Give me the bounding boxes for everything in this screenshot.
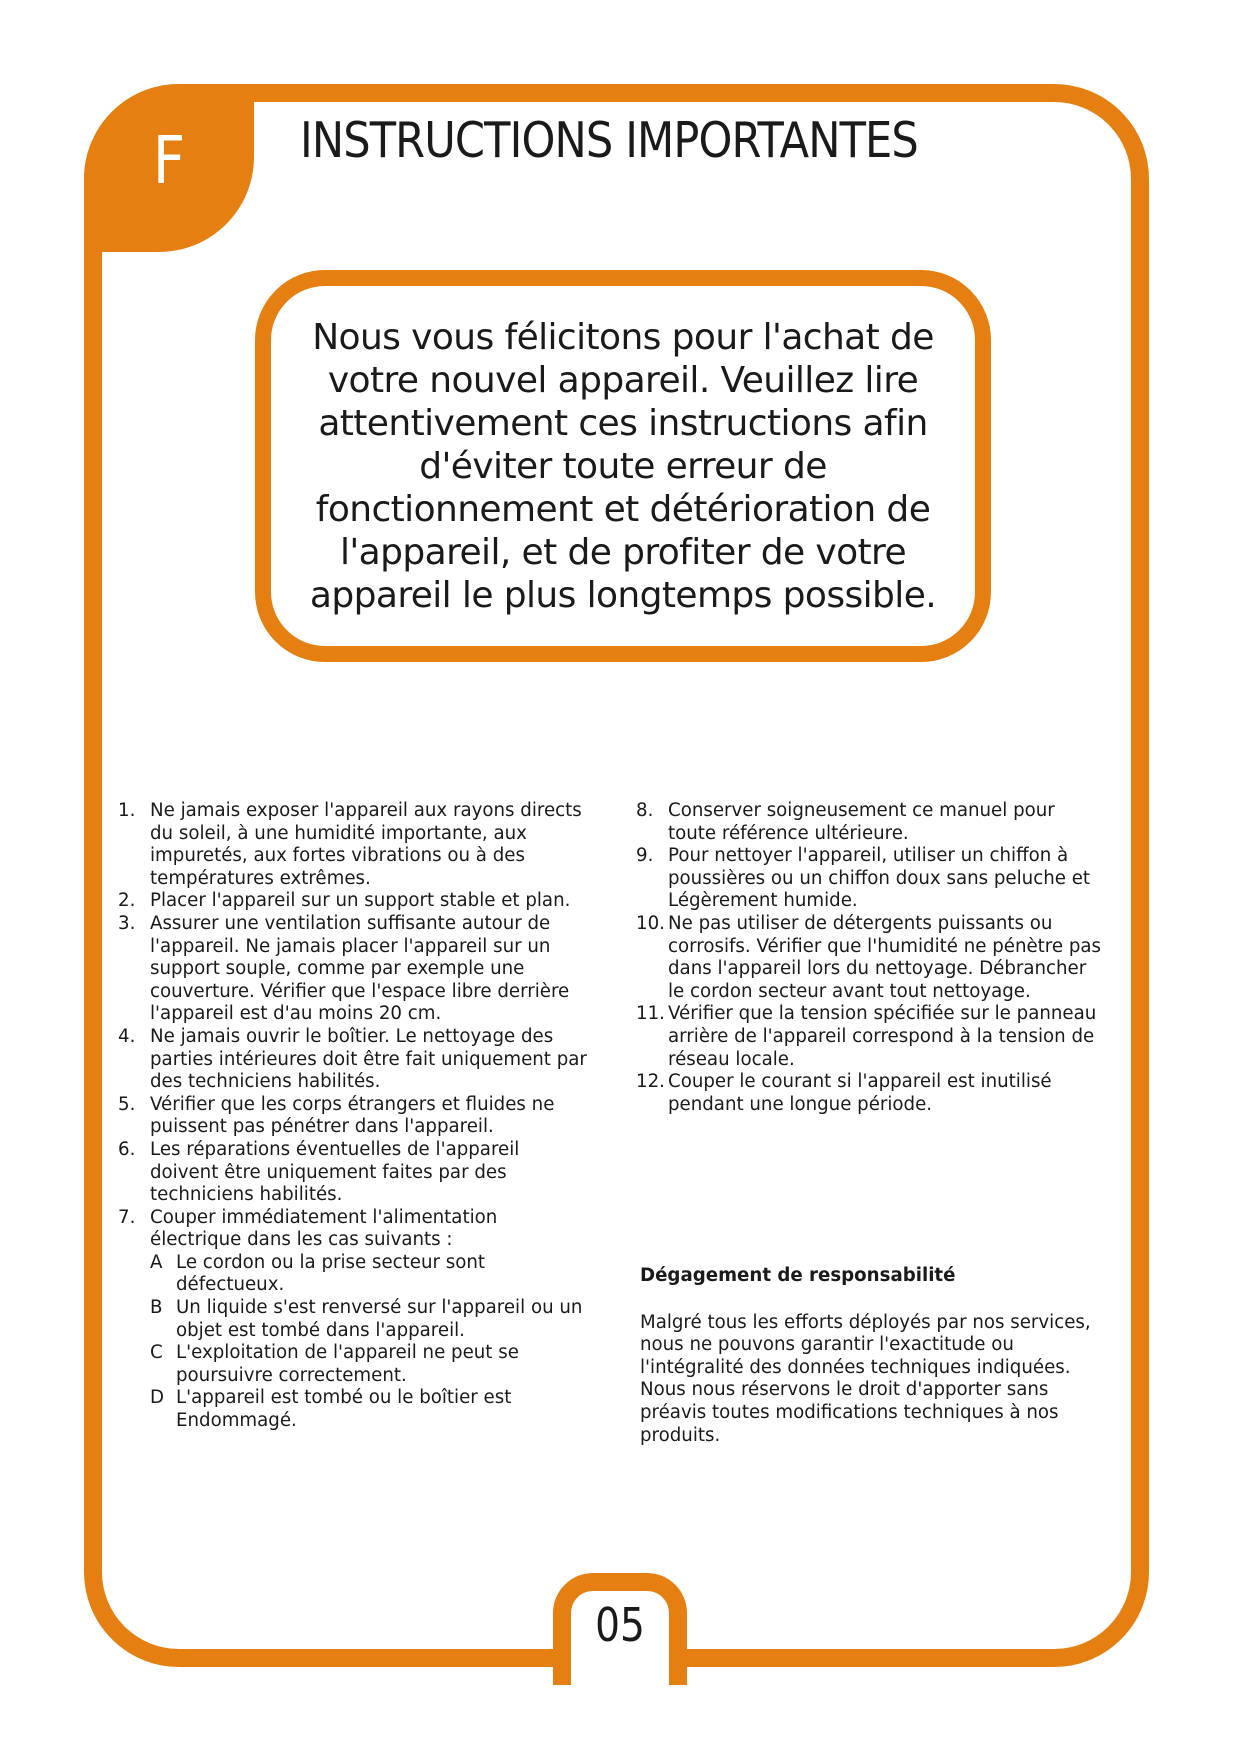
instruction-sub-item	[150, 1387, 588, 1432]
instruction-number: 12.	[636, 1071, 665, 1093]
instruction-number: 7.	[118, 1206, 136, 1228]
section-letter: F	[152, 122, 186, 199]
instruction-item	[636, 845, 1106, 913]
instruction-item	[118, 1026, 588, 1094]
instruction-text: Pour nettoyer l'appareil, utiliser un chiffon à poussières ou un chiffon doux sans peluche et Légèrement humide.	[668, 845, 1091, 912]
instruction-number: 6.	[118, 1138, 136, 1160]
instruction-item	[636, 913, 1106, 1003]
instruction-text: Vérifier que les corps étrangers et fluides ne puissent pas pénétrer dans l'appareil.	[150, 1093, 555, 1138]
instruction-number: 5.	[118, 1093, 136, 1115]
instruction-text: Ne jamais exposer l'appareil aux rayons directs du soleil, à une humidité importante, aux impuretés, aux fortes vibrations ou à des températures extrêmes.	[150, 800, 582, 889]
page-number-tab-gap	[571, 1649, 669, 1669]
instruction-number: 10.	[636, 912, 665, 934]
instruction-number: 2.	[118, 890, 136, 912]
instruction-item	[636, 800, 1106, 845]
instruction-number: 9.	[636, 845, 654, 867]
sub-item-text: L'appareil est tombé ou le boîtier est Endommagé.	[176, 1387, 512, 1432]
instructions-left-column	[118, 800, 588, 1433]
instruction-sub-item	[150, 1297, 588, 1342]
instruction-number: 11.	[636, 1003, 665, 1025]
sub-item-text: Un liquide s'est renversé sur l'appareil ou un objet est tombé dans l'appareil.	[176, 1297, 583, 1341]
instruction-text: Ne jamais ouvrir le boîtier. Le nettoyage des parties intérieures doit être fait uniquement par des techniciens habilités.	[150, 1025, 587, 1093]
intro-box	[255, 270, 991, 662]
instruction-item	[118, 1207, 588, 1252]
page-title: INSTRUCTIONS IMPORTANTES	[300, 112, 918, 169]
instruction-item	[636, 1071, 1106, 1116]
page-number: 05	[595, 1598, 645, 1652]
sub-item-letter: A	[150, 1251, 163, 1273]
sub-item-letter: C	[150, 1342, 163, 1364]
instructions-right-column	[636, 800, 1106, 1116]
instruction-text: Vérifier que la tension spécifiée sur le panneau arrière de l'appareil correspond à la tension de réseau locale.	[668, 1003, 1097, 1070]
intro-text: Nous vous félicitons pour l'achat de votre nouvel appareil. Veuillez lire attentivement ces instructions afin d'éviter toute erreur de fonctionnement et détérioration de l'appareil, et de profiter de votre appareil le plus longtemps possible.	[309, 316, 937, 616]
instruction-item	[118, 890, 588, 913]
sub-item-letter: B	[150, 1297, 163, 1319]
disclaimer-text: Malgré tous les efforts déployés par nos services, nous ne pouvons garantir l'exactitude ou l'intégralité des données techniques indiquées. Nous nous réservons le droit d'apporter sans préavis toutes modifications techniques à nos produits.	[640, 1311, 1091, 1446]
instruction-number: 3.	[118, 912, 136, 934]
instruction-text: Couper le courant si l'appareil est inutilisé pendant une longue période.	[668, 1071, 1052, 1115]
instruction-text: Assurer une ventilation suffisante autour de l'appareil. Ne jamais placer l'appareil sur un support souple, comme par exemple une couverture. Vérifier que l'espace libre derrière l'appareil est d'au moins 20 cm.	[150, 912, 570, 1025]
instruction-number: 4.	[118, 1025, 136, 1047]
instruction-number: 8.	[636, 800, 654, 821]
instruction-item	[118, 1094, 588, 1139]
instruction-text: Ne pas utiliser de détergents puissants ou corrosifs. Vérifier que l'humidité ne pénètre pas dans l'appareil lors du nettoyage. Débrancher le cordon secteur avant tout nettoyage.	[668, 912, 1102, 1002]
disclaimer-section	[640, 1265, 1110, 1447]
sub-item-letter: D	[150, 1387, 165, 1409]
instruction-item	[118, 1139, 588, 1207]
instruction-item	[118, 913, 588, 1026]
disclaimer-title: Dégagement de responsabilité	[640, 1265, 956, 1286]
sub-item-text: L'exploitation de l'appareil ne peut se poursuivre correctement.	[176, 1342, 519, 1386]
instruction-item	[118, 800, 588, 890]
instruction-text: Les réparations éventuelles de l'appareil doivent être uniquement faites par des techniciens habilités.	[150, 1138, 520, 1206]
instruction-text: Conserver soigneusement ce manuel pour toute référence ultérieure.	[668, 800, 1055, 844]
instruction-number: 1.	[118, 800, 136, 821]
sub-item-text: Le cordon ou la prise secteur sont défectueux.	[176, 1251, 486, 1296]
instruction-item	[636, 1003, 1106, 1071]
instruction-sub-item	[150, 1342, 588, 1387]
instruction-sub-item	[150, 1252, 588, 1297]
instruction-text: Placer l'appareil sur un support stable et plan.	[150, 890, 571, 912]
instruction-text: Couper immédiatement l'alimentation électrique dans les cas suivants :	[150, 1206, 498, 1251]
